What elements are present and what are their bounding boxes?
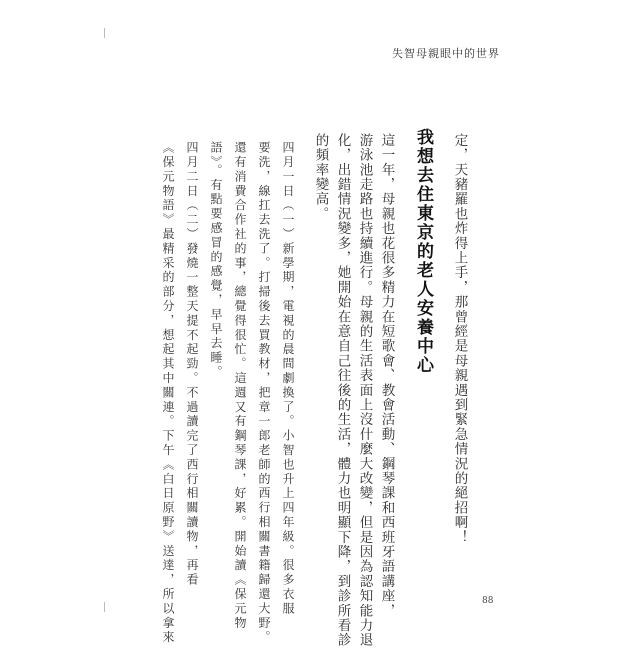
diary-entry-column: 四月二日（二）發燒一整天提不起勁。不過讀完了西行相關讀物，再看: [185, 141, 199, 588]
crop-mark-top-left: [104, 28, 105, 38]
section-body-column: 化，出錯情況變多，她開始在意自己往後的生活，體力也明顯下降，到診所看診: [334, 133, 351, 648]
crop-mark-bottom-left: [104, 602, 105, 612]
section-body-column: 游泳池走路也持續進行。母親的生活表面上沒什麼大改變，但是因為認知能力退: [356, 133, 373, 648]
diary-entry-column: 語》。有點要感冒的感覺，早早去睡。: [209, 141, 223, 380]
page-number: 88: [482, 596, 494, 606]
section-heading: 我想去住東京的老人安養中心: [413, 128, 433, 375]
section-body-column: 這一年，母親也花很多精力在短歌會、教會活動、鋼琴課和西班牙語講座，: [378, 133, 395, 619]
diary-entry-column: 四月一日（一）新學期，電視的晨間劇換了。小智也升上四年級。很多衣服: [281, 141, 295, 617]
diary-entry-column: 還有消費合作社的事，總覺得很忙。這週又有鋼琴課，好累。開始讀《保元物: [233, 141, 247, 631]
body-text-column: 定，天豬羅也炸得上手，那曾經是母親遇到緊急情況的絕招啊！: [451, 133, 468, 545]
section-body-column: 的頻率變高。: [312, 133, 329, 222]
running-header: 失智母親眼中的世界: [392, 47, 500, 60]
diary-entry-column: 《保元物語》最精采的部分，想起其中關連。下午《白日原野》送達，所以拿來: [161, 141, 175, 645]
diary-entry-column: 要洗，線扛去洗了。打掃後去買教材，把章一郎老師的西行相關書籍歸還大野。: [257, 141, 271, 645]
